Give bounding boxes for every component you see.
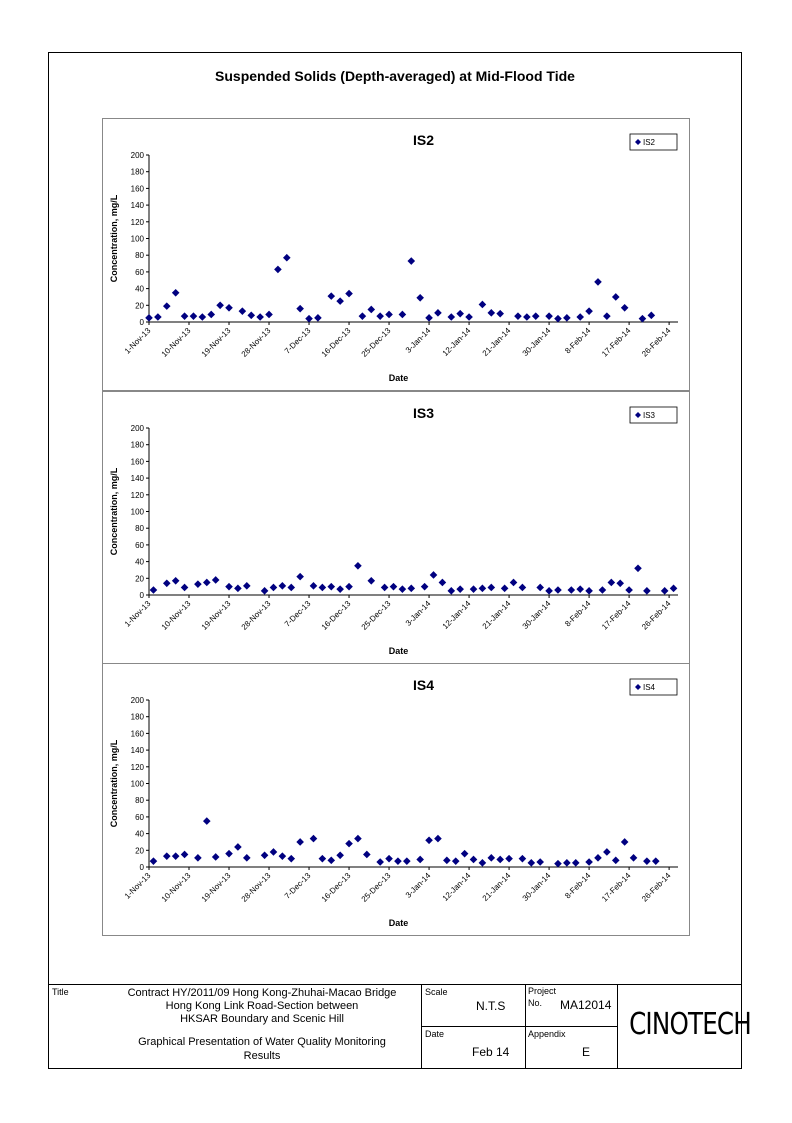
contract-title-line-3: HKSAR Boundary and Scenic Hill (180, 1013, 344, 1025)
data-point (470, 585, 478, 593)
project-no-value: MA12014 (560, 998, 612, 1012)
data-point (336, 585, 344, 593)
y-tick-label: 20 (135, 301, 144, 311)
data-point (519, 855, 527, 863)
data-point (425, 836, 433, 844)
data-point (399, 585, 407, 593)
title-block (48, 984, 751, 1069)
chart-is3 (103, 392, 689, 663)
x-axis-label: Date (388, 373, 409, 383)
x-tick-label: 30-Jan-14 (520, 871, 553, 903)
project-no-label: No. (528, 998, 543, 1008)
data-point (648, 312, 656, 320)
data-point (456, 585, 464, 593)
x-tick-label: 10-Nov-13 (159, 326, 193, 359)
data-point (528, 859, 536, 867)
chart-panel-is2 (102, 118, 690, 391)
data-point (199, 313, 207, 321)
data-point (261, 587, 269, 595)
x-tick-label: 28-Nov-13 (239, 326, 273, 359)
y-tick-label: 160 (130, 729, 144, 739)
data-point (545, 587, 553, 595)
data-point (585, 587, 593, 595)
data-point (407, 257, 415, 265)
data-point (599, 586, 607, 594)
data-point (594, 854, 602, 862)
data-point (439, 579, 447, 587)
data-point (310, 835, 318, 843)
data-point (212, 576, 220, 584)
y-tick-label: 80 (135, 524, 144, 534)
chart-is4 (103, 664, 689, 935)
data-point (447, 587, 455, 595)
x-tick-label: 26-Feb-14 (640, 599, 673, 632)
data-point (661, 587, 669, 595)
data-point (354, 835, 362, 843)
y-tick-label: 120 (130, 490, 144, 500)
data-point (234, 843, 242, 851)
data-point (359, 312, 367, 320)
data-point (514, 312, 522, 320)
title-label: Title (52, 987, 69, 997)
data-point (154, 313, 162, 321)
data-point (487, 854, 495, 862)
y-tick-label: 80 (135, 796, 144, 806)
data-point (296, 573, 304, 581)
data-point (385, 855, 393, 863)
data-point (314, 314, 322, 322)
x-tick-label: 26-Feb-14 (640, 871, 673, 904)
x-tick-label: 10-Nov-13 (159, 871, 193, 904)
legend-label: IS3 (643, 411, 656, 420)
data-point (510, 579, 518, 587)
data-point (212, 853, 220, 861)
data-point (239, 307, 247, 315)
chart-panel-is4 (102, 663, 690, 936)
x-tick-label: 16-Dec-13 (319, 326, 353, 359)
x-tick-label: 28-Nov-13 (239, 871, 273, 904)
data-point (523, 313, 531, 321)
data-point (270, 584, 278, 592)
data-point (576, 585, 584, 593)
data-point (327, 583, 335, 591)
data-point (225, 583, 233, 591)
x-tick-label: 3-Jan-14 (403, 326, 433, 355)
data-point (336, 852, 344, 860)
data-point (190, 312, 198, 320)
data-point (639, 315, 647, 323)
y-tick-label: 200 (130, 696, 144, 705)
data-point (363, 851, 371, 859)
data-point (163, 852, 171, 860)
data-point (319, 855, 327, 863)
data-point (163, 302, 171, 310)
scale-value: N.T.S (476, 999, 506, 1013)
y-tick-label: 140 (130, 746, 144, 756)
data-point (261, 852, 269, 860)
data-point (181, 851, 189, 859)
data-point (296, 838, 304, 846)
data-point (434, 835, 442, 843)
appendix-cell (525, 1026, 618, 1069)
y-tick-label: 200 (130, 151, 144, 160)
data-point (643, 857, 651, 865)
data-point (194, 580, 202, 588)
date-value: Feb 14 (472, 1045, 510, 1059)
data-point (310, 582, 318, 590)
x-tick-label: 25-Dec-13 (359, 326, 393, 359)
x-tick-label: 1-Nov-13 (122, 871, 153, 901)
data-point (243, 582, 251, 590)
y-tick-label: 0 (139, 591, 144, 600)
x-tick-label: 1-Nov-13 (122, 326, 153, 356)
data-point (256, 313, 264, 321)
cinotech-logo: CINOTECH (629, 1007, 751, 1042)
data-point (216, 302, 224, 310)
data-point (554, 315, 562, 323)
data-point (416, 856, 424, 864)
x-tick-label: 8-Feb-14 (563, 599, 593, 629)
data-point (563, 314, 571, 322)
x-tick-label: 1-Nov-13 (122, 599, 153, 629)
data-point (163, 580, 171, 588)
data-point (563, 859, 571, 867)
data-point (367, 577, 375, 585)
data-point (479, 859, 487, 867)
data-point (381, 584, 389, 592)
data-point (172, 289, 180, 297)
drawing-subtitle-line-2: Results (243, 1050, 281, 1062)
data-point (496, 856, 504, 864)
data-point (443, 857, 451, 865)
data-point (505, 855, 513, 863)
x-tick-label: 25-Dec-13 (359, 871, 393, 904)
date-label: Date (425, 1029, 445, 1039)
x-tick-label: 8-Feb-14 (563, 326, 593, 356)
y-tick-label: 160 (130, 457, 144, 467)
data-point (225, 304, 233, 312)
data-point (319, 584, 327, 592)
data-point (670, 585, 678, 593)
data-point (487, 584, 495, 592)
data-point (434, 309, 442, 317)
data-point (621, 838, 629, 846)
data-point (479, 585, 487, 593)
data-point (625, 586, 633, 594)
data-point (421, 583, 429, 591)
data-point (181, 312, 189, 320)
data-point (296, 305, 304, 313)
data-point (594, 278, 602, 286)
chart-is2 (103, 119, 689, 390)
data-point (172, 852, 180, 860)
data-point (470, 856, 478, 864)
data-point (287, 855, 295, 863)
drawing-subtitle (109, 1035, 415, 1063)
x-tick-label: 8-Feb-14 (563, 871, 593, 901)
data-point (456, 310, 464, 318)
data-point (608, 579, 616, 587)
y-tick-label: 140 (130, 201, 144, 211)
y-tick-label: 60 (135, 267, 144, 277)
data-point (452, 857, 460, 865)
y-tick-label: 40 (135, 829, 144, 839)
x-tick-label: 10-Nov-13 (159, 599, 193, 632)
data-point (603, 848, 611, 856)
data-point (612, 293, 620, 301)
data-point (532, 312, 540, 320)
data-point (203, 817, 211, 825)
data-point (634, 564, 642, 572)
data-point (345, 290, 353, 298)
x-tick-label: 21-Jan-14 (480, 599, 513, 631)
data-point (172, 577, 180, 585)
data-point (621, 304, 629, 312)
data-point (519, 584, 527, 592)
y-tick-label: 20 (135, 846, 144, 856)
y-tick-label: 60 (135, 540, 144, 550)
contract-title-line-2: Hong Kong Link Road-Section between (165, 1000, 359, 1012)
y-tick-label: 120 (130, 217, 144, 227)
data-point (194, 854, 202, 862)
appendix-value: E (582, 1045, 591, 1059)
title-cell (48, 984, 422, 1069)
scale-label: Scale (425, 987, 448, 997)
data-point (243, 854, 251, 862)
data-point (465, 313, 473, 321)
y-tick-label: 180 (130, 712, 144, 722)
data-point (461, 850, 469, 858)
data-point (407, 585, 415, 593)
data-point (572, 859, 580, 867)
x-tick-label: 30-Jan-14 (520, 599, 553, 631)
y-tick-label: 40 (135, 557, 144, 567)
data-point (265, 311, 273, 319)
data-point (287, 584, 295, 592)
data-point (376, 858, 384, 866)
data-point (279, 852, 287, 860)
x-tick-label: 7-Dec-13 (282, 871, 313, 901)
page-title: Suspended Solids (Depth-averaged) at Mid-Flood Tide (215, 68, 575, 84)
x-tick-label: 17-Feb-14 (600, 871, 633, 904)
y-axis-label: Concentration, mg/L (109, 194, 119, 283)
y-axis-label: Concentration, mg/L (109, 739, 119, 828)
data-point (181, 584, 189, 592)
data-point (270, 848, 278, 856)
y-tick-label: 140 (130, 474, 144, 484)
data-point (150, 586, 158, 594)
y-axis-label: Concentration, mg/L (109, 467, 119, 556)
chart-title: IS4 (412, 677, 435, 693)
data-point (496, 310, 504, 318)
data-point (207, 311, 215, 319)
data-point (279, 582, 287, 590)
data-point (430, 571, 438, 579)
chart-panel-is3 (102, 391, 690, 664)
data-point (416, 294, 424, 302)
appendix-label: Appendix (528, 1029, 566, 1039)
data-point (345, 840, 353, 848)
logo-cell (617, 984, 751, 1069)
y-tick-label: 160 (130, 184, 144, 194)
x-axis-label: Date (388, 646, 409, 656)
x-tick-label: 12-Jan-14 (440, 599, 473, 631)
data-point (145, 314, 153, 322)
data-point (336, 297, 344, 305)
scale-cell (421, 984, 526, 1027)
contract-title (109, 987, 415, 1026)
data-point (643, 587, 651, 595)
x-tick-label: 16-Dec-13 (319, 871, 353, 904)
data-point (536, 858, 544, 866)
y-tick-label: 200 (130, 424, 144, 433)
x-tick-label: 16-Dec-13 (319, 599, 353, 632)
data-point (447, 313, 455, 321)
legend-label: IS2 (643, 138, 656, 147)
y-tick-label: 80 (135, 251, 144, 261)
x-tick-label: 17-Feb-14 (600, 599, 633, 632)
data-point (234, 585, 242, 593)
x-tick-label: 21-Jan-14 (480, 326, 513, 358)
data-point (479, 301, 487, 309)
project-label: Project (528, 986, 557, 996)
y-tick-label: 180 (130, 440, 144, 450)
data-point (554, 586, 562, 594)
x-tick-label: 28-Nov-13 (239, 599, 273, 632)
data-point (403, 857, 411, 865)
data-point (585, 307, 593, 315)
y-tick-label: 0 (139, 318, 144, 327)
data-point (554, 860, 562, 868)
x-tick-label: 19-Nov-13 (199, 871, 233, 904)
y-tick-label: 120 (130, 762, 144, 772)
x-tick-label: 26-Feb-14 (640, 326, 673, 359)
data-point (612, 857, 620, 865)
y-tick-label: 40 (135, 284, 144, 294)
data-point (367, 306, 375, 314)
x-tick-label: 12-Jan-14 (440, 326, 473, 358)
x-tick-label: 7-Dec-13 (282, 599, 313, 629)
legend-label: IS4 (643, 683, 656, 692)
data-point (501, 585, 509, 593)
data-point (545, 312, 553, 320)
x-tick-label: 21-Jan-14 (480, 871, 513, 903)
y-tick-label: 0 (139, 863, 144, 872)
x-tick-label: 17-Feb-14 (600, 326, 633, 359)
chart-title: IS3 (412, 405, 435, 421)
data-point (487, 309, 495, 317)
data-point (203, 579, 211, 587)
data-point (305, 315, 313, 323)
data-point (274, 266, 282, 274)
drawing-subtitle-line-1: Graphical Presentation of Water Quality Monitoring (138, 1036, 386, 1048)
y-tick-label: 180 (130, 167, 144, 177)
data-point (603, 312, 611, 320)
data-point (354, 562, 362, 570)
data-point (568, 586, 576, 594)
data-point (247, 312, 255, 320)
data-point (576, 313, 584, 321)
x-tick-label: 7-Dec-13 (282, 326, 313, 356)
x-axis-label: Date (388, 918, 409, 928)
data-point (385, 311, 393, 319)
x-tick-label: 12-Jan-14 (440, 871, 473, 903)
y-tick-label: 100 (130, 234, 144, 244)
project-cell (525, 984, 618, 1027)
x-tick-label: 19-Nov-13 (199, 599, 233, 632)
contract-title-line-1: Contract HY/2011/09 Hong Kong-Zhuhai-Macao Bridge (127, 987, 397, 999)
x-tick-label: 19-Nov-13 (199, 326, 233, 359)
data-point (345, 583, 353, 591)
date-cell (421, 1026, 526, 1069)
y-tick-label: 20 (135, 574, 144, 584)
x-tick-label: 25-Dec-13 (359, 599, 393, 632)
data-point (225, 850, 233, 858)
data-point (425, 314, 433, 322)
data-point (327, 292, 335, 300)
data-point (399, 311, 407, 319)
data-point (536, 584, 544, 592)
data-point (616, 580, 624, 588)
data-point (327, 857, 335, 865)
data-point (283, 254, 291, 262)
y-tick-label: 100 (130, 779, 144, 789)
y-tick-label: 60 (135, 812, 144, 822)
data-point (630, 854, 638, 862)
data-point (394, 857, 402, 865)
x-tick-label: 3-Jan-14 (403, 871, 433, 900)
data-point (652, 857, 660, 865)
y-tick-label: 100 (130, 507, 144, 517)
chart-title: IS2 (412, 132, 435, 148)
x-tick-label: 3-Jan-14 (403, 599, 433, 628)
data-point (390, 583, 398, 591)
x-tick-label: 30-Jan-14 (520, 326, 553, 358)
data-point (376, 312, 384, 320)
data-point (150, 857, 158, 865)
data-point (585, 858, 593, 866)
